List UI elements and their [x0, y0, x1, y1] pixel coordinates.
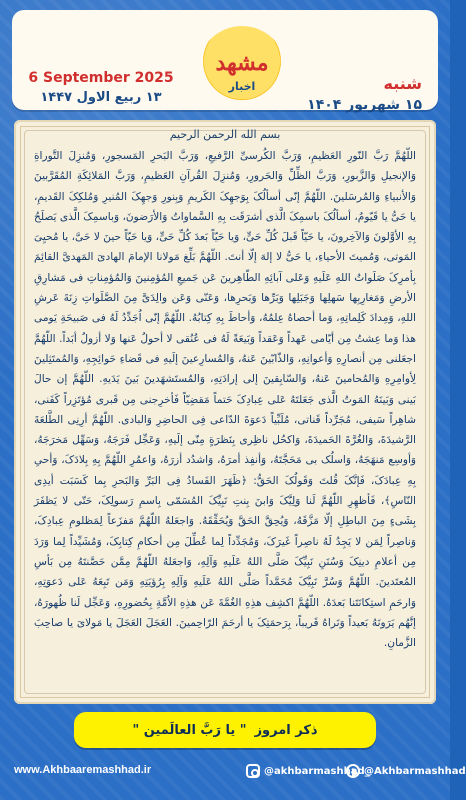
- persian-date: ۱۵ شهریور ۱۴۰۴: [307, 97, 422, 113]
- telegram-handle: @Akhbarmashhad: [364, 765, 466, 777]
- gregorian-date: 6 September 2025: [28, 70, 174, 86]
- dhikr-banner: [74, 712, 376, 748]
- instagram-icon: [246, 764, 260, 778]
- telegram-link[interactable]: [346, 764, 466, 778]
- header-card: [12, 10, 438, 113]
- dates-right: [282, 74, 422, 113]
- dhikr-value: " یا رَبَّ العالَمین ": [132, 722, 247, 738]
- weekday: شنبه: [383, 74, 422, 93]
- footer: [0, 752, 466, 800]
- logo-sub-text: اخبار: [228, 80, 256, 93]
- prayer-paper: [14, 120, 436, 704]
- akhbar-mashhad-logo: [198, 26, 286, 114]
- bismillah: بسم الله الرحمن الرحیم: [169, 128, 281, 141]
- dates-left: [26, 70, 176, 105]
- instagram-handle: @akhbarmashhad_: [264, 765, 370, 777]
- hijri-date: ۱۳ ربیع الاول ۱۴۴۷: [40, 90, 162, 105]
- logo-main-text: مشهد: [215, 50, 269, 76]
- website-link[interactable]: www.Akhbaaremashhad.ir: [14, 764, 152, 776]
- telegram-icon: [346, 764, 360, 778]
- dhikr-label: ذکر امروز: [254, 722, 318, 738]
- prayer-text: اللّهُمَّ رَبَّ النّورِ العَظیمِ، وَرَبَّ الکُرسیِّ الرَّفیعِ، وَرَبَّ البَحرِ المَسجورِ، وَمُنزِلَ التَّوراةِ وَالإنجیلِ وَالزَّبورِ، وَرَبَّ الظِّلِّ وَالحَرورِ، وَمُنزِلَ القُرآنِ العَظیمِ، وَرَبَّ المَلائِکَةِ المُقَرَّبینَ وَالأنبیاءِ وَالمُرسَلینَ. اللّهُمَّ إنّی أسألُکَ بِوَجهِکَ الکَریمِ وَبِنورِ وَجهِکَ المُنیرِ وَمُلکِکَ القَدیمِ، یا حَیُّ یا قَیّومُ، أسألُکَ باسمِکَ الَّذی أشرَقَت بِهِ السَّماواتُ وَالأرَضونَ، وَباسمِکَ الَّذی یَصلَحُ بِهِ الأوَّلونَ وَالآخِرونَ، یا حَیّاً قَبلَ کُلِّ حَیٍّ، وَیا حَیّاً بَعدَ کُلِّ حَیٍّ، وَیا حَیّاً حینَ لا حَیَّ، یا مُحیِیَ المَوتی، وَمُمیتَ الأحیاءِ، یا حَیُّ لا إلهَ إلّا أنتَ. اللّهُمَّ بَلِّغ مَولانا الإمامَ الهادیَ المَهدیَّ القائِمَ بِأمرِکَ صَلَواتُ اللهِ عَلَیهِ وَعَلی آبائِهِ الطّاهِرینَ عَن جَمیعِ المُؤمِنینَ وَالمُؤمِناتِ فی مَشارِقِ الأرضِ وَمَغارِبِها سَهلِها وَجَبَلِها وَبَرِّها وَبَحرِها، وَعَنّی وَعَن والِدَیَّ مِنَ الصَّلَواتِ زِنَةَ عَرشِ اللهِ، وَمِدادَ کَلِماتِهِ، وَما أحصاهُ عِلمُهُ، وَأحاطَ بِهِ کِتابُهُ. اللّهُمَّ إنّی اُجَدِّدُ لَهُ فی صَبیحَةِ یَومی هذا وَما عِشتُ مِن أیّامی عَهداً وَعَقداً وَبَیعَةً لَهُ فی عُنُقی لا أحولُ عَنها وَلا أزولُ أبَداً. اللّهُمَّ اجعَلنی مِن أنصارِهِ وَأعوانِهِ، وَالذّابّینَ عَنهُ، وَالمُسارِعینَ إلَیهِ فی قَضاءِ حَوائِجِهِ، وَالمُمتَثِلینَ لِأوامِرِهِ وَالمُحامینَ عَنهُ، وَالسّابِقینَ إلی إرادَتِهِ، وَالمُستَشهَدینَ بَینَ یَدَیهِ. اللّهُمَّ إن حالَ بَینی وَبَینَهُ المَوتُ الَّذی جَعَلتَهُ عَلی عِبادِکَ حَتماً مَقضِیّاً فَأخرِجنی مِن قَبری مُؤتَزِراً کَفَنی، شاهِراً سَیفی، مُجَرِّداً قَناتی، مُلَبِّیاً دَعوَةَ الدّاعی فِی الحاضِرِ وَالبادی. اللّهُمَّ أرِنِی الطَّلعَةَ الرَّشیدَةَ، وَالغُرَّةَ الحَمیدَةَ، وَاکحُل ناظِری بِنَظرَةٍ مِنّی إلَیهِ، وَعَجِّل فَرَجَهُ، وَسَهِّل مَخرَجَهُ، وَأوسِع مَنهَجَهُ، وَاسلُک بی مَحَجَّتَهُ، وَأنفِذ أمرَهُ، وَاشدُد أزرَهُ، وَاعمُرِ اللّهُمَّ بِهِ بِلادَکَ، وَأحیِ بِهِ عِبادَکَ، فَإنَّکَ قُلتَ وَقَولُکَ الحَقُّ: ﴿ظَهَرَ الفَسادُ فِی البَرِّ وَالبَحرِ بِما کَسَبَت أیدِی النّاسِ﴾، فَأظهِرِ اللّهُمَّ لَنا وَلِیَّکَ وَابنَ بِنتِ نَبِیِّکَ المُسَمّی بِاسمِ رَسولِکَ، حَتّی لا یَظفَرَ بِشَیءٍ مِنَ الباطِلِ إلّا مَزَّقَهُ، وَیُحِقَّ الحَقَّ وَیُحَقِّقَهُ. وَاجعَلهُ اللّهُمَّ مَفزَعاً لِمَظلومِ عِبادِکَ، وَناصِراً لِمَن لا یَجِدُ لَهُ ناصِراً غَیرَکَ، وَمُجَدِّداً لِما عُطِّلَ مِن أحکامِ کِتابِکَ، وَمُشَیِّداً لِما وَرَدَ مِن أعلامِ دینِکَ وَسُنَنِ نَبِیِّکَ صَلَّی اللهُ عَلَیهِ وَآلِهِ، وَاجعَلهُ اللّهُمَّ مِمَّن حَصَّنتَهُ مِن بَأسِ المُعتَدینَ. اللّهُمَّ وَسُرَّ نَبِیَّکَ مُحَمَّداً صَلَّی اللهُ عَلَیهِ وَآلِهِ بِرُؤیَتِهِ وَمَن تَبِعَهُ عَلی دَعوَتِهِ، وَارحَمِ استِکانَتَنا بَعدَهُ. اللّهُمَّ اکشِف هذِهِ الغُمَّةَ عَن هذِهِ الاُمَّةِ بِحُضورِهِ، وَعَجِّل لَنا ظُهورَهُ، إنَّهُم یَرَونَهُ بَعیداً وَنَراهُ قَریباً، بِرَحمَتِکَ یا أرحَمَ الرّاحِمینَ. العَجَلَ العَجَلَ یا مَولایَ یا صاحِبَ الزَّمانِ.: [34, 150, 416, 650]
